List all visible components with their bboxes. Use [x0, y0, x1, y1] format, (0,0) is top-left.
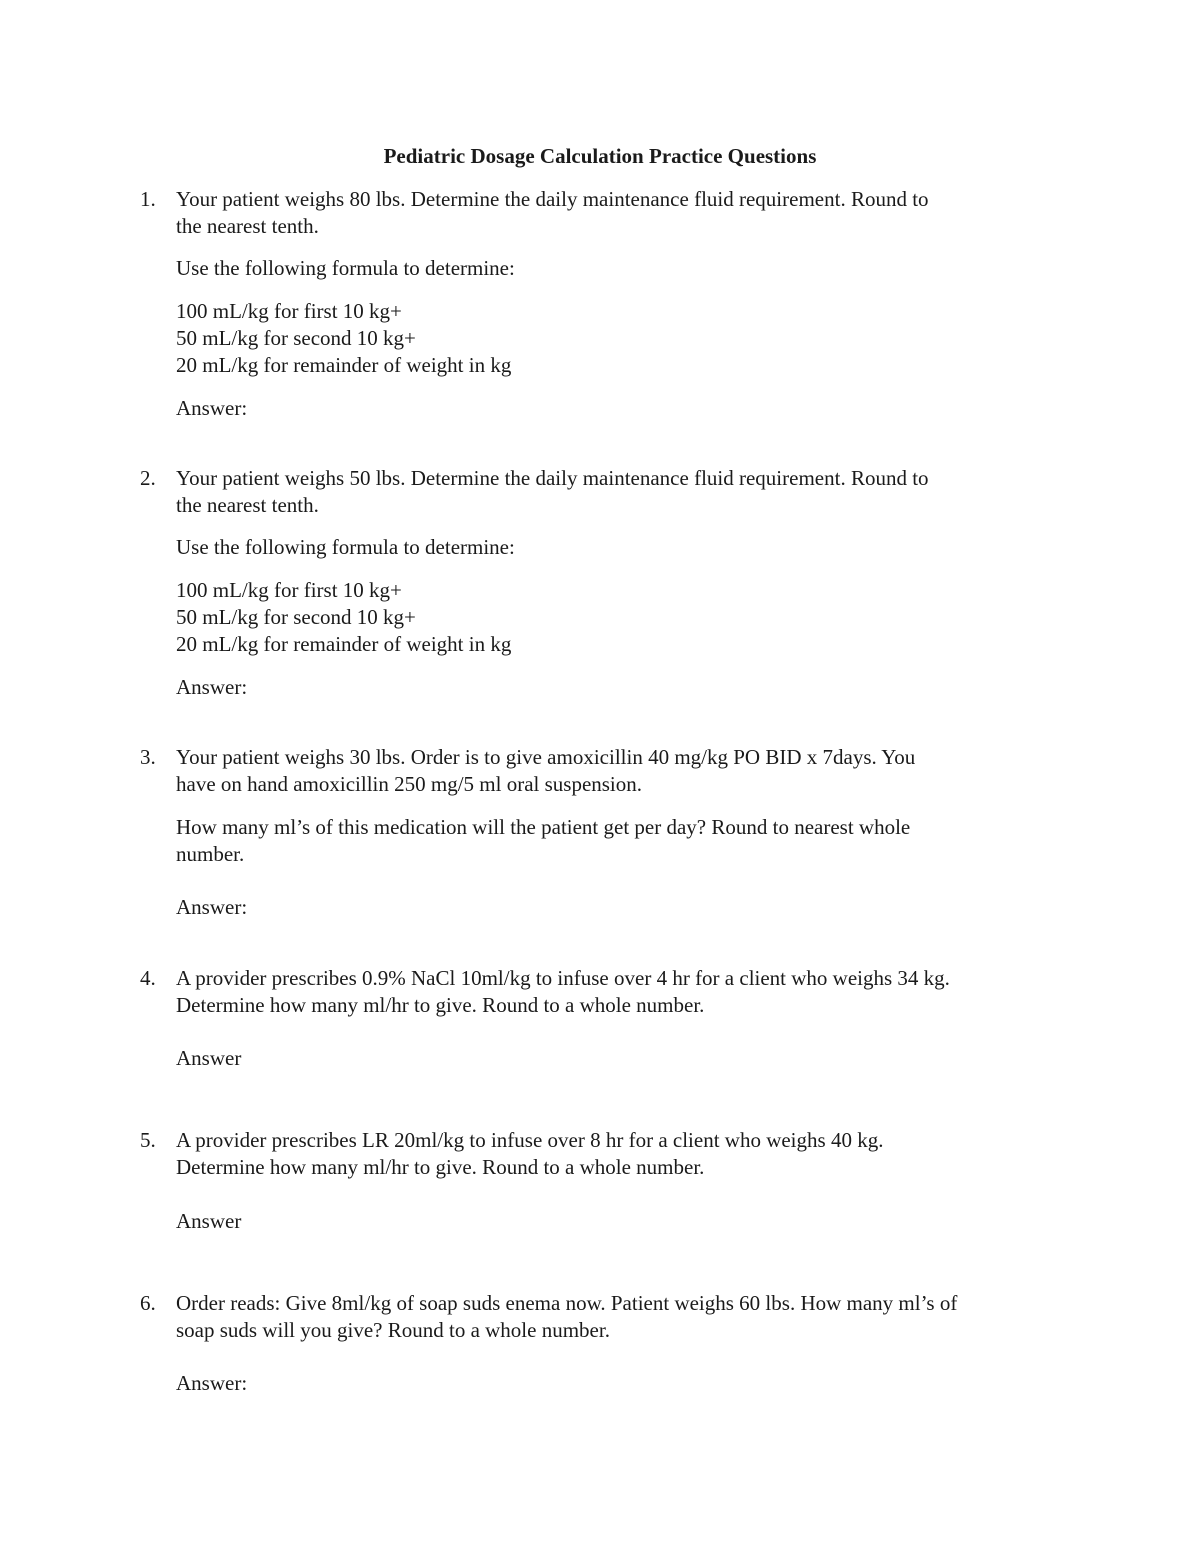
question-1-answer-label: Answer:: [176, 396, 248, 420]
question-2-text-line2: the nearest tenth.: [176, 493, 319, 517]
question-2-number: 2.: [140, 466, 156, 490]
question-3-followup-line1: How many ml’s of this medication will the patient get per day? Round to nearest whole: [176, 815, 911, 839]
question-5-answer-label: Answer: [176, 1209, 242, 1233]
question-3-followup-line2: number.: [176, 842, 245, 866]
question-1-formula-line3: 20 mL/kg for remainder of weight in kg: [176, 353, 512, 377]
question-2-instruction: Use the following formula to determine:: [176, 535, 515, 559]
question-1-formula-line1: 100 mL/kg for first 10 kg+: [176, 299, 402, 323]
question-6-text-line1: Order reads: Give 8ml/kg of soap suds enema now. Patient weighs 60 lbs. How many ml’s of: [176, 1291, 958, 1315]
question-4-number: 4.: [140, 966, 156, 990]
question-3-answer-label: Answer:: [176, 895, 248, 919]
question-5-text-line1: A provider prescribes LR 20ml/kg to infuse over 8 hr for a client who weighs 40 kg.: [176, 1128, 884, 1152]
question-2-text-line1: Your patient weighs 50 lbs. Determine the daily maintenance fluid requirement. Round to: [176, 466, 929, 490]
question-6-answer-label: Answer:: [176, 1371, 248, 1395]
page-title: Pediatric Dosage Calculation Practice Questions: [383, 144, 817, 168]
question-2-formula-line2: 50 mL/kg for second 10 kg+: [176, 605, 416, 629]
question-6-number: 6.: [140, 1291, 156, 1315]
question-1-instruction: Use the following formula to determine:: [176, 256, 515, 280]
question-1-number: 1.: [140, 187, 156, 211]
question-5-number: 5.: [140, 1128, 156, 1152]
question-4-answer-label: Answer: [176, 1046, 242, 1070]
question-2-formula-line1: 100 mL/kg for first 10 kg+: [176, 578, 402, 602]
question-3-text-line2: have on hand amoxicillin 250 mg/5 ml oral suspension.: [176, 772, 643, 796]
question-5-text-line2: Determine how many ml/hr to give. Round to a whole number.: [176, 1155, 705, 1179]
question-1-text-line2: the nearest tenth.: [176, 214, 319, 238]
question-2-formula-line3: 20 mL/kg for remainder of weight in kg: [176, 632, 512, 656]
question-4-text-line1: A provider prescribes 0.9% NaCl 10ml/kg to infuse over 4 hr for a client who weighs 34 kg.: [176, 966, 950, 990]
question-3-number: 3.: [140, 745, 156, 769]
question-1-formula-line2: 50 mL/kg for second 10 kg+: [176, 326, 416, 350]
question-3-text-line1: Your patient weighs 30 lbs. Order is to give amoxicillin 40 mg/kg PO BID x 7days. You: [176, 745, 916, 769]
question-1-text-line1: Your patient weighs 80 lbs. Determine the daily maintenance fluid requirement. Round to: [176, 187, 929, 211]
question-6-text-line2: soap suds will you give? Round to a whole number.: [176, 1318, 610, 1342]
question-2-answer-label: Answer:: [176, 675, 248, 699]
question-4-text-line2: Determine how many ml/hr to give. Round to a whole number.: [176, 993, 705, 1017]
